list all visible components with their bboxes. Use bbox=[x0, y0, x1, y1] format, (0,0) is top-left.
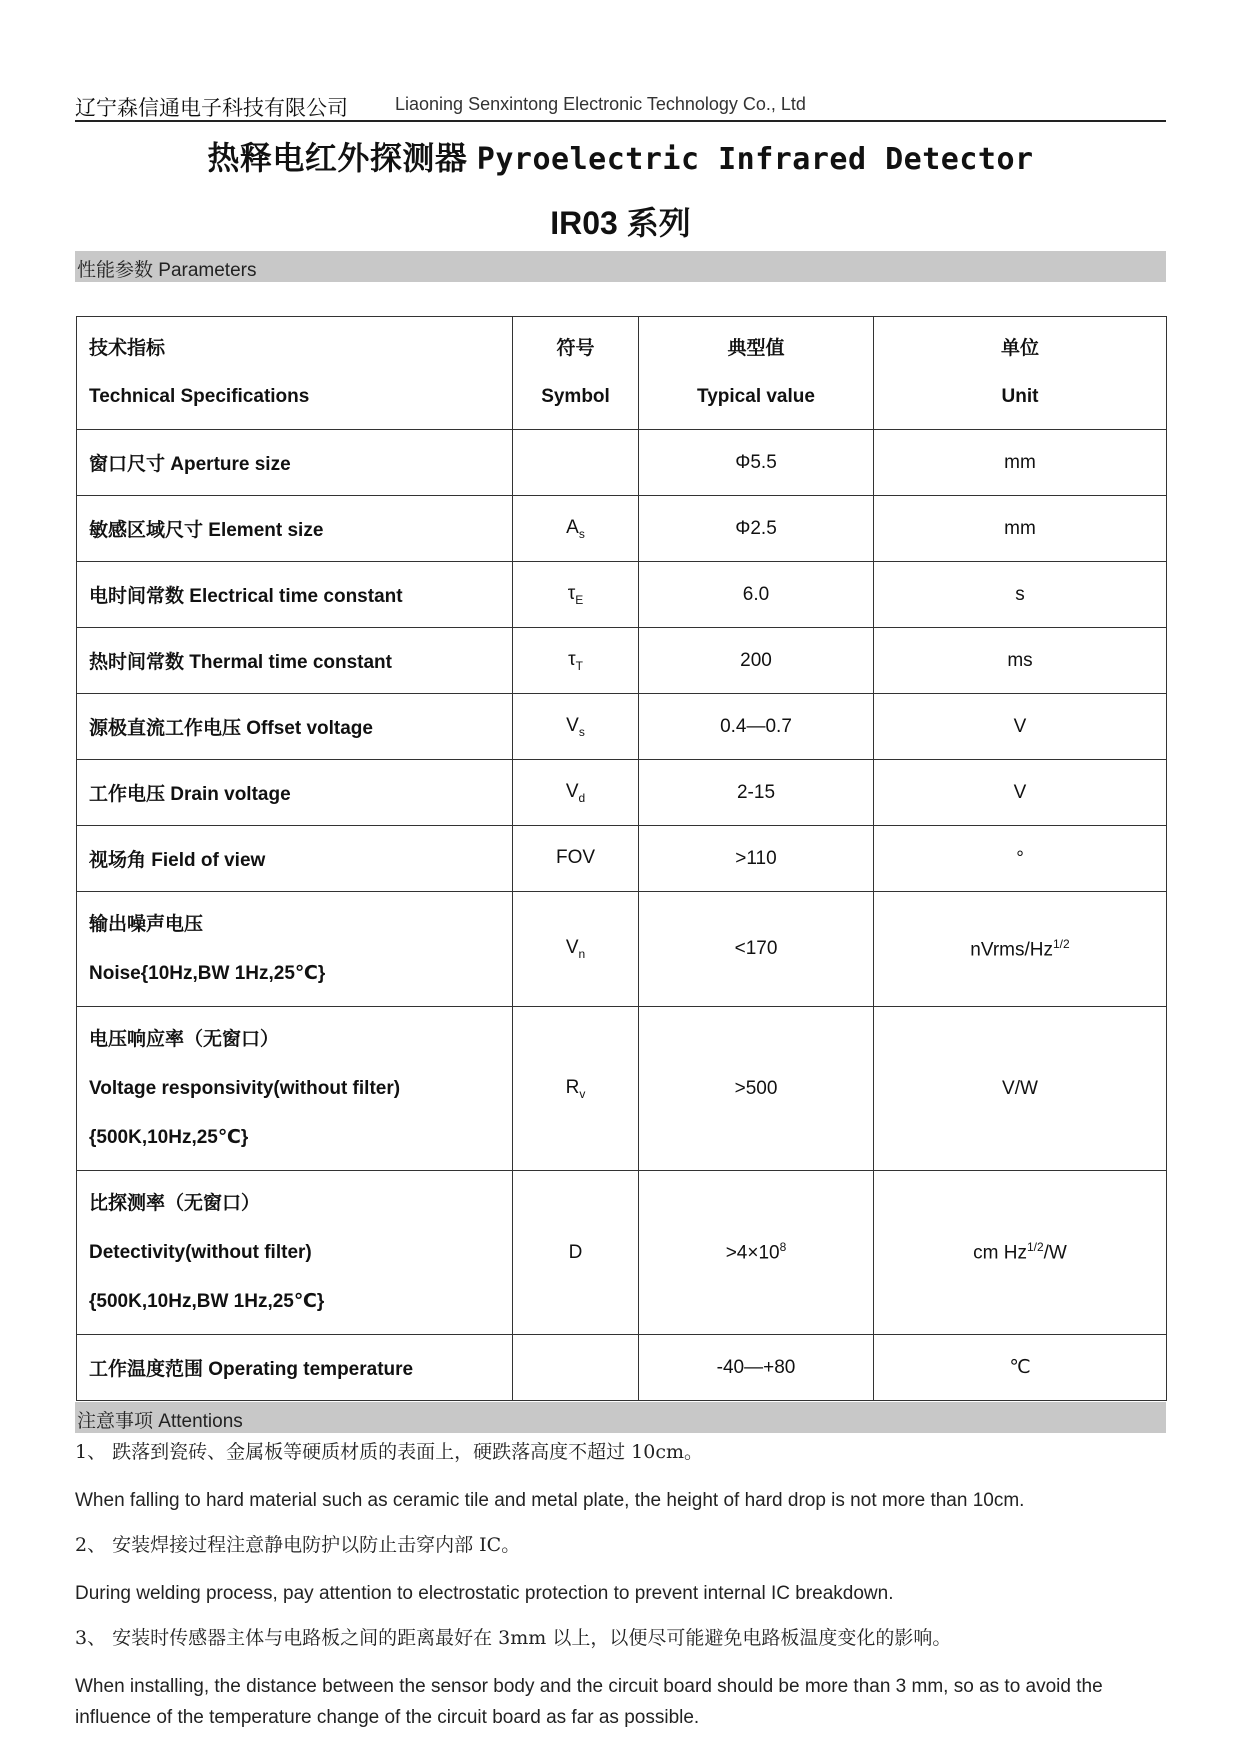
note-3-en: When installing, the distance between the sensor body and the circuit board should be more than 3 mm, so as to avoid the influence of the temperature change of the circuit board as far as possible. bbox=[75, 1676, 1103, 1728]
section-attentions bbox=[75, 1402, 1166, 1433]
series-title: IR03 系列 bbox=[550, 205, 691, 241]
table-row: 比探测率（无窗口） Detectivity(without filter) {500K,10Hz,BW 1Hz,25℃} D $>4\times 10^8$ cm $Hz^{1/2}/W$ bbox=[77, 1171, 1167, 1335]
page-header bbox=[75, 88, 1166, 122]
company-name-cn: 辽宁森信通电子科技有限公司 bbox=[75, 97, 348, 120]
note-1-en: When falling to hard material such as ceramic tile and metal plate, the height of hard drop is not more than 10cm. bbox=[75, 1490, 1025, 1511]
header-symbol: 符号 Symbol bbox=[513, 317, 639, 430]
title-cn: 热释电红外探测器 bbox=[207, 140, 468, 176]
note-2-cn: 2、 安装焊接过程注意静电防护以防止击穿内部 IC。 bbox=[75, 1534, 521, 1556]
table-row: 工作电压 Drain voltage $V_d$ 2-15 V bbox=[77, 760, 1167, 826]
company-name-en: Liaoning Senxintong Electronic Technology Co., Ltd bbox=[395, 94, 806, 114]
table-row: 敏感区域尺寸 Element size $A_s$ Φ2.5 mm bbox=[77, 496, 1167, 562]
table-header-row bbox=[77, 317, 1167, 430]
header-unit: 单位 Unit bbox=[874, 317, 1167, 430]
note-2-en: During welding process, pay attention to electrostatic protection to prevent internal IC breakdown. bbox=[75, 1583, 894, 1604]
parameters-table bbox=[76, 316, 1167, 1401]
document-title bbox=[0, 133, 1241, 179]
section-parameters-label: 性能参数 Parameters bbox=[77, 260, 257, 281]
header-value: 典型值 Typical value bbox=[639, 317, 874, 430]
section-parameters bbox=[75, 251, 1166, 282]
note-3-cn: 3、 安装时传感器主体与电路板之间的距离最好在 3mm 以上，以便尽可能避免电路板温度变化的影响。 bbox=[75, 1627, 952, 1649]
attention-notes bbox=[75, 1437, 1170, 1733]
section-attentions-label: 注意事项 Attentions bbox=[77, 1411, 243, 1432]
table-row: 窗口尺寸 Aperture size Φ5.5 mm bbox=[77, 430, 1167, 496]
table-row: 输出噪声电压 Noise{10Hz,BW 1Hz,25℃} $V_n$ <170 nVrms/$Hz^{1/2}$ bbox=[77, 892, 1167, 1007]
title-en: Pyroelectric Infrared Detector bbox=[476, 142, 1034, 177]
table-row: 电压响应率（无窗口） Voltage responsivity(without filter) {500K,10Hz,25℃} $R_v$ >500 V/W bbox=[77, 1007, 1167, 1171]
table-row: 源极直流工作电压 Offset voltage $V_s$ 0.4—0.7 V bbox=[77, 694, 1167, 760]
note-1-cn: 1、 跌落到瓷砖、金属板等硬质材质的表面上，硬跌落高度不超过 10cm。 bbox=[75, 1441, 704, 1463]
header-spec: 技术指标 Technical Specifications bbox=[77, 317, 513, 430]
table-row: 视场角 Field of view FOV >110 ° bbox=[77, 826, 1167, 892]
table-row: 热时间常数 Thermal time constant $\tau_T$ 200 ms bbox=[77, 628, 1167, 694]
table-row: 工作温度范围 Operating temperature -40—+80 ℃ bbox=[77, 1335, 1167, 1401]
table-row: 电时间常数 Electrical time constant $\tau_E$ 6.0 s bbox=[77, 562, 1167, 628]
